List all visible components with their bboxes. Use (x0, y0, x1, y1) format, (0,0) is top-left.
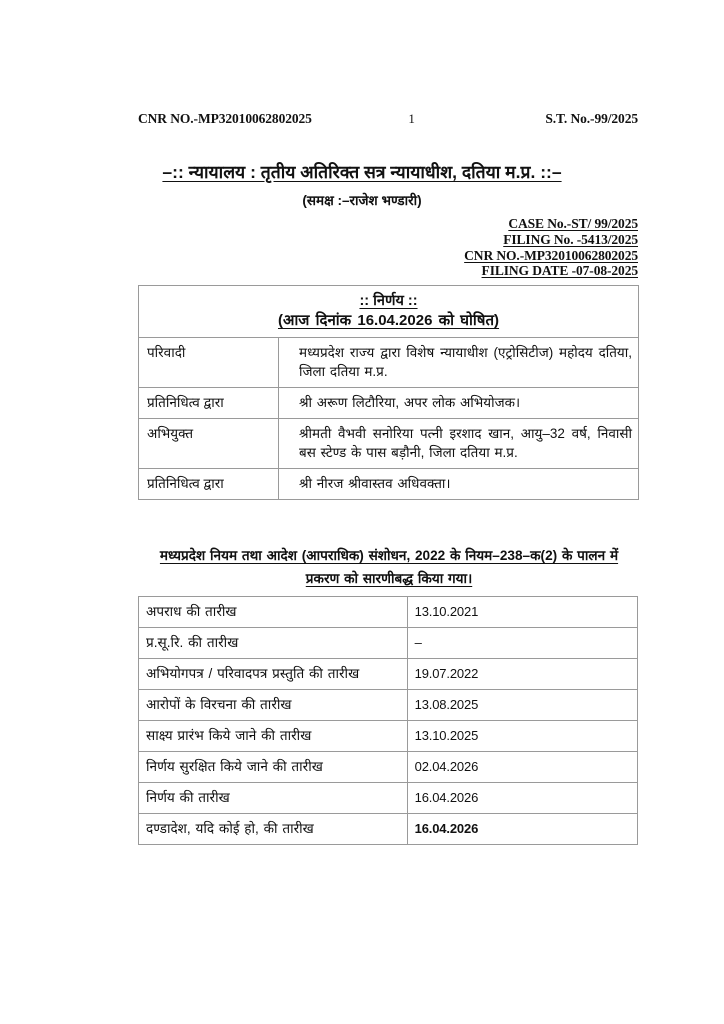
table-row (139, 338, 639, 388)
date-value: 02.04.2026 (407, 752, 637, 783)
table-row (139, 419, 639, 469)
judgment-title: :: निर्णय :: (359, 293, 418, 309)
party-role-label: परिवादी (139, 338, 279, 388)
table-row (139, 597, 638, 628)
date-value: 19.07.2022 (407, 659, 637, 690)
party-detail-value: मध्यप्रदेश राज्य द्वारा विशेष न्यायाधीश (एट्रोसिटीज) महोदय दतिया, जिला दतिया म.प्र. (279, 338, 639, 388)
cnr-number: CNR NO.-MP32010062802025 (464, 247, 638, 263)
st-number-header: S.T. No.-99/2025 (545, 111, 638, 126)
party-detail-value: श्रीमती वैभवी सनोरिया पत्नी इरशाद खान, आयु–32 वर्ष, निवासी बस स्टेण्ड के पास बड़ौनी, जिला दतिया म.प्र. (279, 419, 639, 469)
table-row (139, 388, 639, 419)
table-row-header (139, 286, 639, 338)
party-detail-value: श्री नीरज श्रीवास्तव अधिवक्ता। (279, 469, 639, 500)
date-label: दण्डादेश, यदि कोई हो, की तारीख (139, 814, 408, 845)
case-dates-table (138, 596, 638, 845)
case-number: CASE No.-ST/ 99/2025 (508, 216, 638, 231)
judgment-header-cell (139, 286, 639, 338)
party-role-label: प्रतिनिधित्व द्वारा (139, 388, 279, 419)
page-number: 1 (408, 111, 415, 126)
table-row (139, 783, 638, 814)
date-value: 13.10.2021 (407, 597, 637, 628)
filing-date: FILING DATE -07-08-2025 (481, 263, 638, 279)
table-row (139, 814, 638, 845)
party-detail-value: श्री अरूण लिटौरिया, अपर लोक अभियोजक। (279, 388, 639, 419)
date-value: 16.04.2026 (407, 783, 637, 814)
date-label: अभियोगपत्र / परिवादपत्र प्रस्तुति की तारीख (139, 659, 408, 690)
table-row (139, 721, 638, 752)
table-row (139, 690, 638, 721)
document-running-header (138, 111, 638, 127)
date-value: 16.04.2026 (407, 814, 637, 845)
judgment-declared-date: (आज दिनांक 16.04.2026 को घोषित) (277, 312, 500, 329)
filing-number: FILING No. -5413/2025 (503, 231, 638, 247)
case-meta-block (464, 216, 638, 279)
party-details-table (138, 285, 639, 500)
date-label: अपराध की तारीख (139, 597, 408, 628)
party-role-label: अभियुक्त (139, 419, 279, 469)
rule-compliance-note: मध्यप्रदेश नियम तथा आदेश (आपराधिक) संशोधन, 2022 के नियम–238–क(2) के पालन में प्रकरण को सारणीबद्ध किया गया। (159, 548, 619, 586)
date-label: आरोपों के विरचना की तारीख (139, 690, 408, 721)
date-label: निर्णय की तारीख (139, 783, 408, 814)
date-value: – (407, 628, 637, 659)
table-row (139, 469, 639, 500)
court-title: –:: न्यायालय : तृतीय अतिरिक्त सत्र न्यायाधीश, दतिया म.प्र. ::– (162, 162, 562, 182)
party-role-label: प्रतिनिधित्व द्वारा (139, 469, 279, 500)
table-row (139, 659, 638, 690)
table-row (139, 752, 638, 783)
cnr-number-header: CNR NO.-MP32010062802025 (138, 111, 312, 126)
date-value: 13.10.2025 (407, 721, 637, 752)
date-value: 13.08.2025 (407, 690, 637, 721)
table-row (139, 628, 638, 659)
date-label: साक्ष्य प्रारंभ किये जाने की तारीख (139, 721, 408, 752)
date-label: प्र.सू.रि. की तारीख (139, 628, 408, 659)
court-presiding-judge: (समक्ष :–राजेश भण्डारी) (302, 193, 422, 208)
date-label: निर्णय सुरक्षित किये जाने की तारीख (139, 752, 408, 783)
